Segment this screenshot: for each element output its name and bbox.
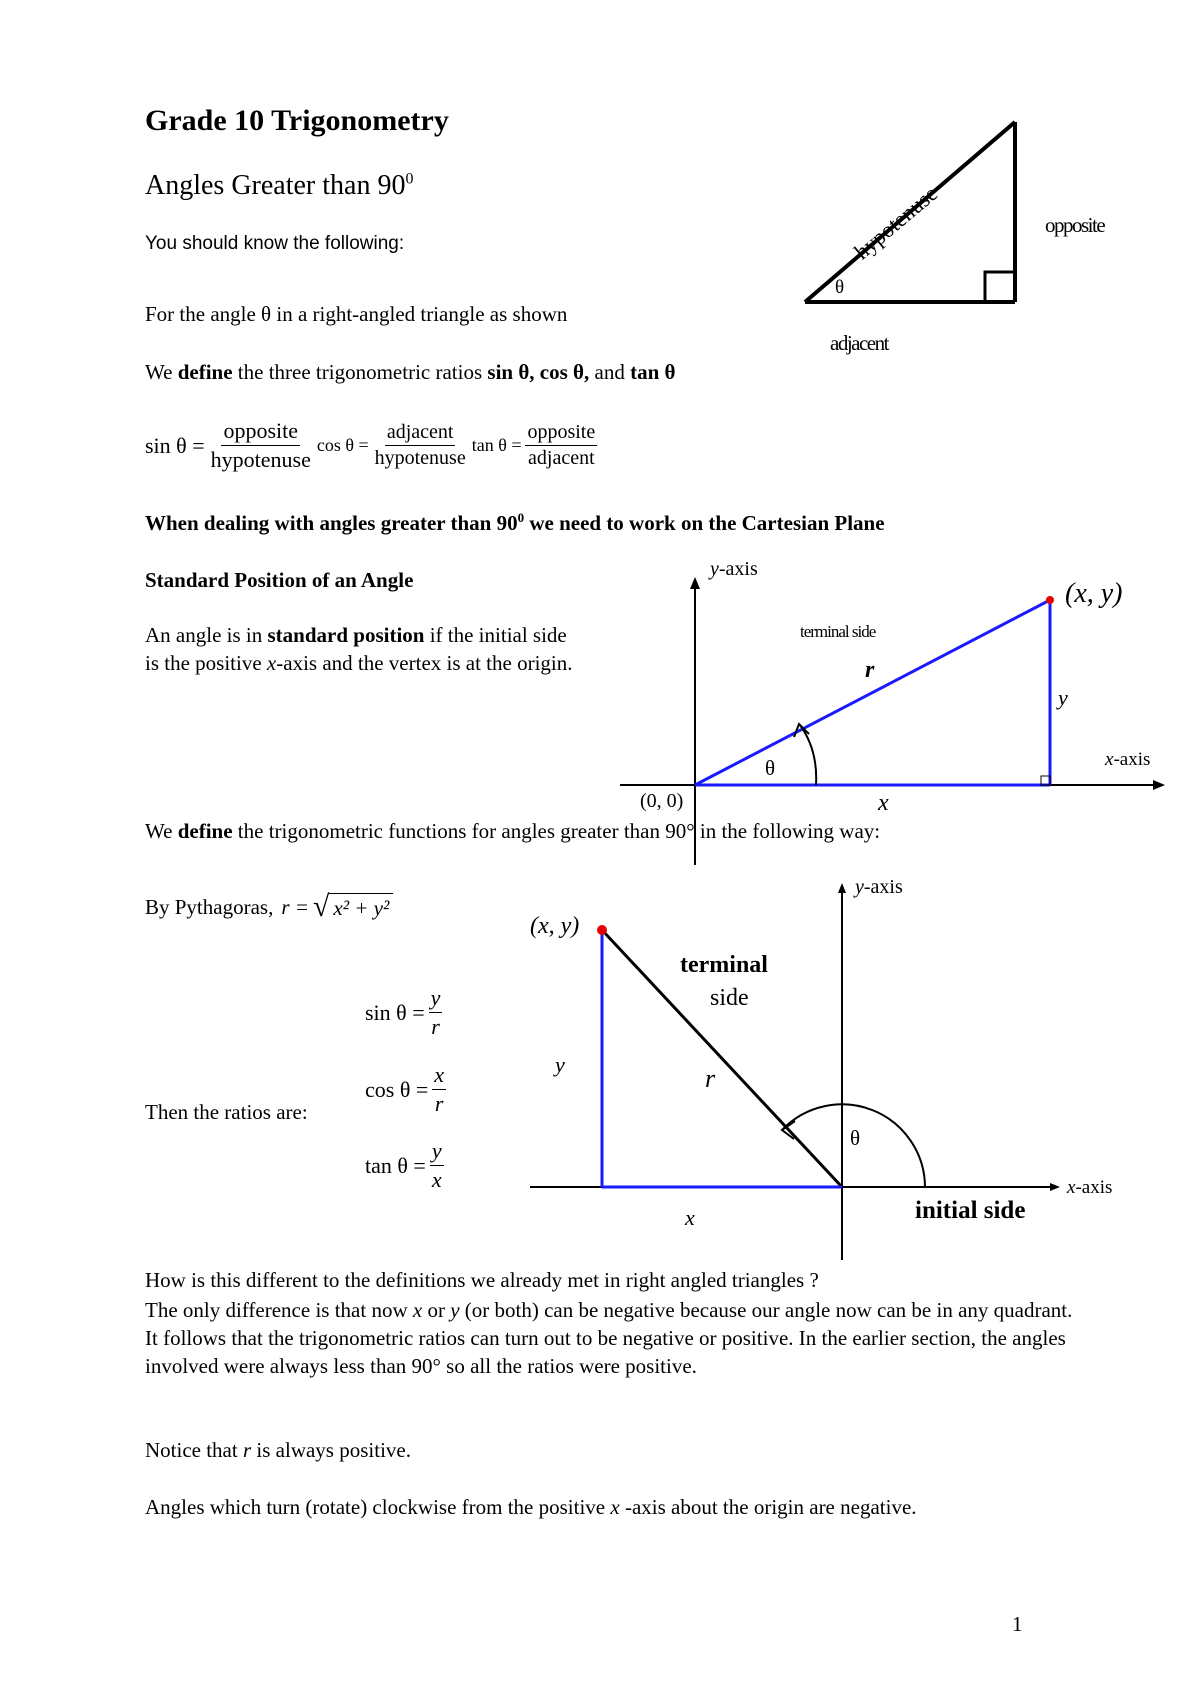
x-axis-arrow bbox=[1050, 1183, 1060, 1191]
sin-ratio: sin θ = $\frac{y}{r}$ bbox=[365, 985, 441, 1039]
x-axis-label: x-axis bbox=[1105, 749, 1151, 770]
tan-fraction: $\frac{\text{opposite}}{\text{adjacent}}$ bbox=[527, 421, 596, 469]
sin-fraction: $\frac{\text{opposite}}{\text{hypotenuse}}$ bbox=[210, 418, 311, 472]
for-angle-text: For the angle θ in a right-angled triangle as shown bbox=[145, 302, 568, 326]
terminal-side-label: terminal side bbox=[800, 622, 876, 641]
right-angle-mark bbox=[985, 272, 1015, 302]
ratios-label: Then the ratios are: bbox=[145, 1100, 308, 1124]
y-label: y bbox=[1058, 685, 1068, 710]
initial-side-label: initial side bbox=[915, 1197, 1026, 1224]
section-subtitle: Angles Greater than $90^0$ bbox=[145, 170, 414, 201]
define-ratios-text: We define the three trigonometric ratios sin θ, cos θ, and tan θ bbox=[145, 360, 676, 384]
point-marker bbox=[597, 925, 607, 935]
pythagoras-formula: By Pythagoras, r = √ x² + y² bbox=[145, 890, 393, 924]
y-axis-label: y-axis bbox=[710, 558, 758, 580]
standard-line-2: is the positive x-axis and the vertex is at the origin. bbox=[145, 651, 573, 675]
tan-lhs: tan θ = bbox=[471, 435, 522, 455]
adjacent-label: adjacent bbox=[830, 331, 888, 355]
x-label: x bbox=[878, 790, 889, 816]
opposite-label: opposite bbox=[1045, 213, 1105, 237]
origin-label: (0, 0) bbox=[640, 790, 684, 812]
theta-label: θ bbox=[765, 756, 776, 780]
x-label: x bbox=[685, 1205, 695, 1230]
sin-lhs: sin θ = bbox=[145, 432, 205, 458]
point-label: (x, y) bbox=[1065, 578, 1123, 609]
ratio-definitions bbox=[145, 418, 601, 473]
page-number: 1 bbox=[1012, 1612, 1023, 1636]
cos-ratio: cos θ = $\frac{x}{r}$ bbox=[365, 1062, 445, 1116]
x-axis-arrow bbox=[1153, 780, 1165, 790]
r-positive-note: Notice that r is always positive. bbox=[145, 1438, 411, 1462]
y-axis-arrow bbox=[838, 883, 846, 893]
theta-label: θ bbox=[850, 1126, 861, 1150]
r-label: r bbox=[705, 1064, 716, 1093]
cartesian-statement: When dealing with angles greater than $90^0$ we need to work on the Cartesian Plane bbox=[145, 510, 885, 535]
sqrt-symbol: √ bbox=[312, 890, 330, 923]
know-text: You should know the following: bbox=[145, 233, 405, 254]
cos-lhs: cos θ = bbox=[316, 435, 369, 455]
theta-label: θ bbox=[835, 277, 845, 298]
r-label: r bbox=[865, 657, 875, 683]
radicand: x² + y² bbox=[329, 893, 393, 921]
terminal-label-2: side bbox=[710, 985, 749, 1011]
point-marker bbox=[1046, 596, 1054, 604]
tan-ratio: tan θ = $\frac{y}{x}$ bbox=[365, 1138, 442, 1192]
terminal-label-1: terminal bbox=[680, 952, 768, 978]
negative-angles-note: Angles which turn (rotate) clockwise from the positive x -axis about the origin are negative. bbox=[145, 1495, 917, 1519]
standard-line-1: An angle is in standard position if the initial side bbox=[145, 623, 567, 647]
y-label: y bbox=[555, 1052, 565, 1077]
cos-fraction: $\frac{\text{adjacent}}{\text{hypotenuse}}$ bbox=[374, 421, 466, 469]
x-axis-label: x-axis bbox=[1067, 1177, 1113, 1198]
point-label: (x, y) bbox=[530, 913, 580, 939]
difference-question: How is this different to the definitions we already met in right angled triangles ? bbox=[145, 1268, 819, 1292]
standard-position-heading: Standard Position of an Angle bbox=[145, 568, 414, 592]
right-triangle-diagram bbox=[790, 110, 1130, 370]
page-title: Grade 10 Trigonometry bbox=[145, 104, 449, 137]
difference-paragraph: The only difference is that now x or y (or both) can be negative because our angle now can be in any quadrant. It follows that the trigonometric ratios can turn out to be negative or positive. In the earlier section, the angles involved were always less than 90° so all the ratios were positive. bbox=[145, 1298, 1073, 1378]
y-axis-label: y-axis bbox=[855, 876, 903, 898]
second-quadrant-diagram bbox=[520, 875, 1140, 1265]
define-functions-text: We define the trigonometric functions for angles greater than 90° in the following way: bbox=[145, 819, 881, 843]
y-axis-arrow bbox=[690, 577, 700, 589]
hypotenuse-label: hypotenuse bbox=[849, 180, 943, 265]
